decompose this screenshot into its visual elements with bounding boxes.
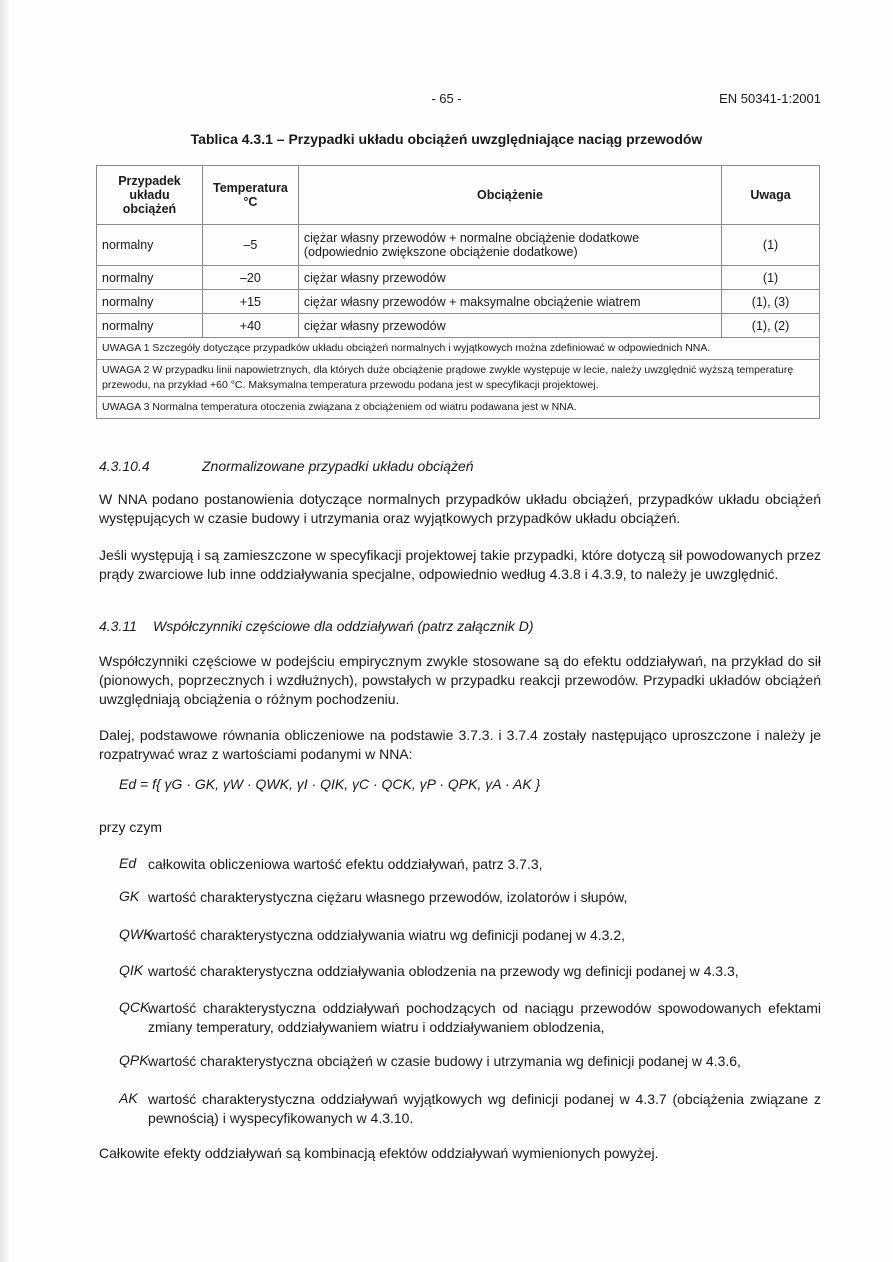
cell-case: normalny — [97, 290, 203, 314]
page-number: - 65 - — [431, 91, 462, 106]
definition-text: wartość charakterystyczna oddziaływania oblodzenia na przewody wg definicji podanej w 4.3.3, — [148, 963, 739, 979]
definition-text: wartość charakterystyczna oddziaływań pochodzących od naciągu przewodów spowodowanych efektami zmiany temperatury, oddziaływaniem wiatru i oddziaływaniem oblodzenia, — [148, 1000, 821, 1035]
table-title: Tablica 4.3.1 – Przypadki układu obciążeń uwzględniające naciąg przewodów — [190, 131, 703, 147]
col-header-note: Uwaga — [722, 166, 820, 225]
formula: Ed = f{ γG · GK, γW · QWK, γI · QIK, γC · QCK, γP · QPK, γA · AK } — [119, 776, 541, 792]
cell-temperature: –5 — [202, 225, 298, 266]
cell-load: ciężar własny przewodów — [298, 314, 721, 338]
table-row — [97, 266, 820, 290]
definition-text: wartość charakterystyczna obciążeń w czasie budowy i utrzymania wg definicji podanej w 4.3.6, — [148, 1053, 741, 1069]
cell-temperature: –20 — [202, 266, 298, 290]
definition-symbol: QWK — [119, 926, 153, 942]
definition-symbol: GK — [119, 888, 140, 904]
section-title: Współczynniki częściowe dla oddziaływań (patrz załącznik D) — [153, 618, 534, 634]
section-number: 4.3.11 — [99, 618, 137, 634]
paragraph: W NNA podano postanowienia dotyczące normalnych przypadków układu obciążeń, przypadków układu obciążeń występujących w czasie budowy i utrzymania oraz wyjątkowych przypadków układu obciążeń. — [99, 491, 821, 526]
standard-code: EN 50341-1:2001 — [719, 91, 821, 106]
definition-symbol: QCK — [119, 999, 150, 1015]
table-note-2: UWAGA 2 W przypadku linii napowietrznych, dla których duże obciążenie prądowe zwykle występuje w lecie, należy uwzględnić wyższą temperaturę przewodu, na przykład +60 °C. Maksymalna temperatura przewodu podana jest w specyfikacji projektowej. — [97, 360, 820, 397]
col-header-load: Obciążenie — [298, 166, 721, 225]
definition-text: wartość charakterystyczna oddziaływań wyjątkowych wg definicji podanej w 4.3.7 (obciążenia związane z pewnością) i wyspecyfikowanych w 4.3.10. — [148, 1091, 821, 1126]
cell-temperature: +15 — [202, 290, 298, 314]
table-row — [97, 314, 820, 338]
cell-note: (1) — [722, 225, 820, 266]
definition-text: wartość charakterystyczna oddziaływania wiatru wg definicji podanej w 4.3.2, — [148, 927, 626, 943]
table-note-row — [97, 397, 820, 419]
cell-load: ciężar własny przewodów + maksymalne obciążenie wiatrem — [298, 290, 721, 314]
table-note-1: UWAGA 1 Szczegóły dotyczące przypadków układu obciążeń normalnych i wyjątkowych można zdefiniować w odpowiednich NNA. — [97, 338, 820, 360]
cell-note: (1), (3) — [722, 290, 820, 314]
cell-note: (1) — [722, 266, 820, 290]
cell-case: normalny — [97, 225, 203, 266]
table-header-row — [97, 166, 820, 225]
where-label: przy czym — [99, 819, 162, 835]
table-row — [97, 225, 820, 266]
table-note-3: UWAGA 3 Normalna temperatura otoczenia związana z obciążeniem od wiatru podawana jest w NNA. — [97, 397, 820, 419]
load-cases-table — [96, 165, 820, 419]
section-heading-4-3-11 — [99, 618, 533, 634]
cell-case: normalny — [97, 314, 203, 338]
cell-load: ciężar własny przewodów + normalne obciążenie dodatkowe (odpowiednio zwiększone obciążenie dodatkowe) — [298, 225, 721, 266]
section-heading-4-3-10-4 — [99, 458, 474, 474]
cell-temperature: +40 — [202, 314, 298, 338]
definition-symbol: AK — [119, 1090, 138, 1106]
definition-symbol: QPK — [119, 1052, 149, 1068]
closing-paragraph: Całkowite efekty oddziaływań są kombinacją efektów oddziaływań wymienionych powyżej. — [99, 1145, 659, 1161]
definition-text: wartość charakterystyczna ciężaru własnego przewodów, izolatorów i słupów, — [148, 889, 628, 905]
definition-text: całkowita obliczeniowa wartość efektu oddziaływań, patrz 3.7.3, — [148, 856, 543, 872]
definition-symbol: QIK — [119, 962, 144, 978]
table-row — [97, 290, 820, 314]
table-note-row — [97, 338, 820, 360]
section-number: 4.3.10.4 — [99, 458, 150, 474]
cell-load: ciężar własny przewodów — [298, 266, 721, 290]
table-note-row — [97, 360, 820, 397]
section-title: Znormalizowane przypadki układu obciążeń — [202, 458, 474, 474]
definition-symbol: Ed — [119, 855, 137, 871]
col-header-case: Przypadek układu obciążeń — [97, 166, 203, 225]
paragraph: Współczynniki częściowe w podejściu empirycznym zwykle stosowane są do efektu oddziaływań, na przykład do sił (pionowych, poprzecznych i wzdłużnych), powstałych w przypadku reakcji przewodów. Przypadki układów obciążeń uwzględniają obciążenia o różnym pochodzeniu. — [99, 653, 821, 707]
cell-case: normalny — [97, 266, 203, 290]
cell-note: (1), (2) — [722, 314, 820, 338]
col-header-temperature: Temperatura °C — [202, 166, 298, 225]
page-edge — [0, 0, 10, 1262]
paragraph: Jeśli występują i są zamieszczone w specyfikacji projektowej takie przypadki, które dotyczą sił powodowanych przez prądy zwarciowe lub inne oddziaływania specjalne, odpowiednio według 4.3.8 i 4.3.9, to należy je uwzględnić. — [99, 547, 821, 582]
paragraph: Dalej, podstawowe równania obliczeniowe na podstawie 3.7.3. i 3.7.4 zostały następująco uproszczone i należy je rozpatrywać wraz z wartościami podanymi w NNA: — [99, 727, 821, 762]
